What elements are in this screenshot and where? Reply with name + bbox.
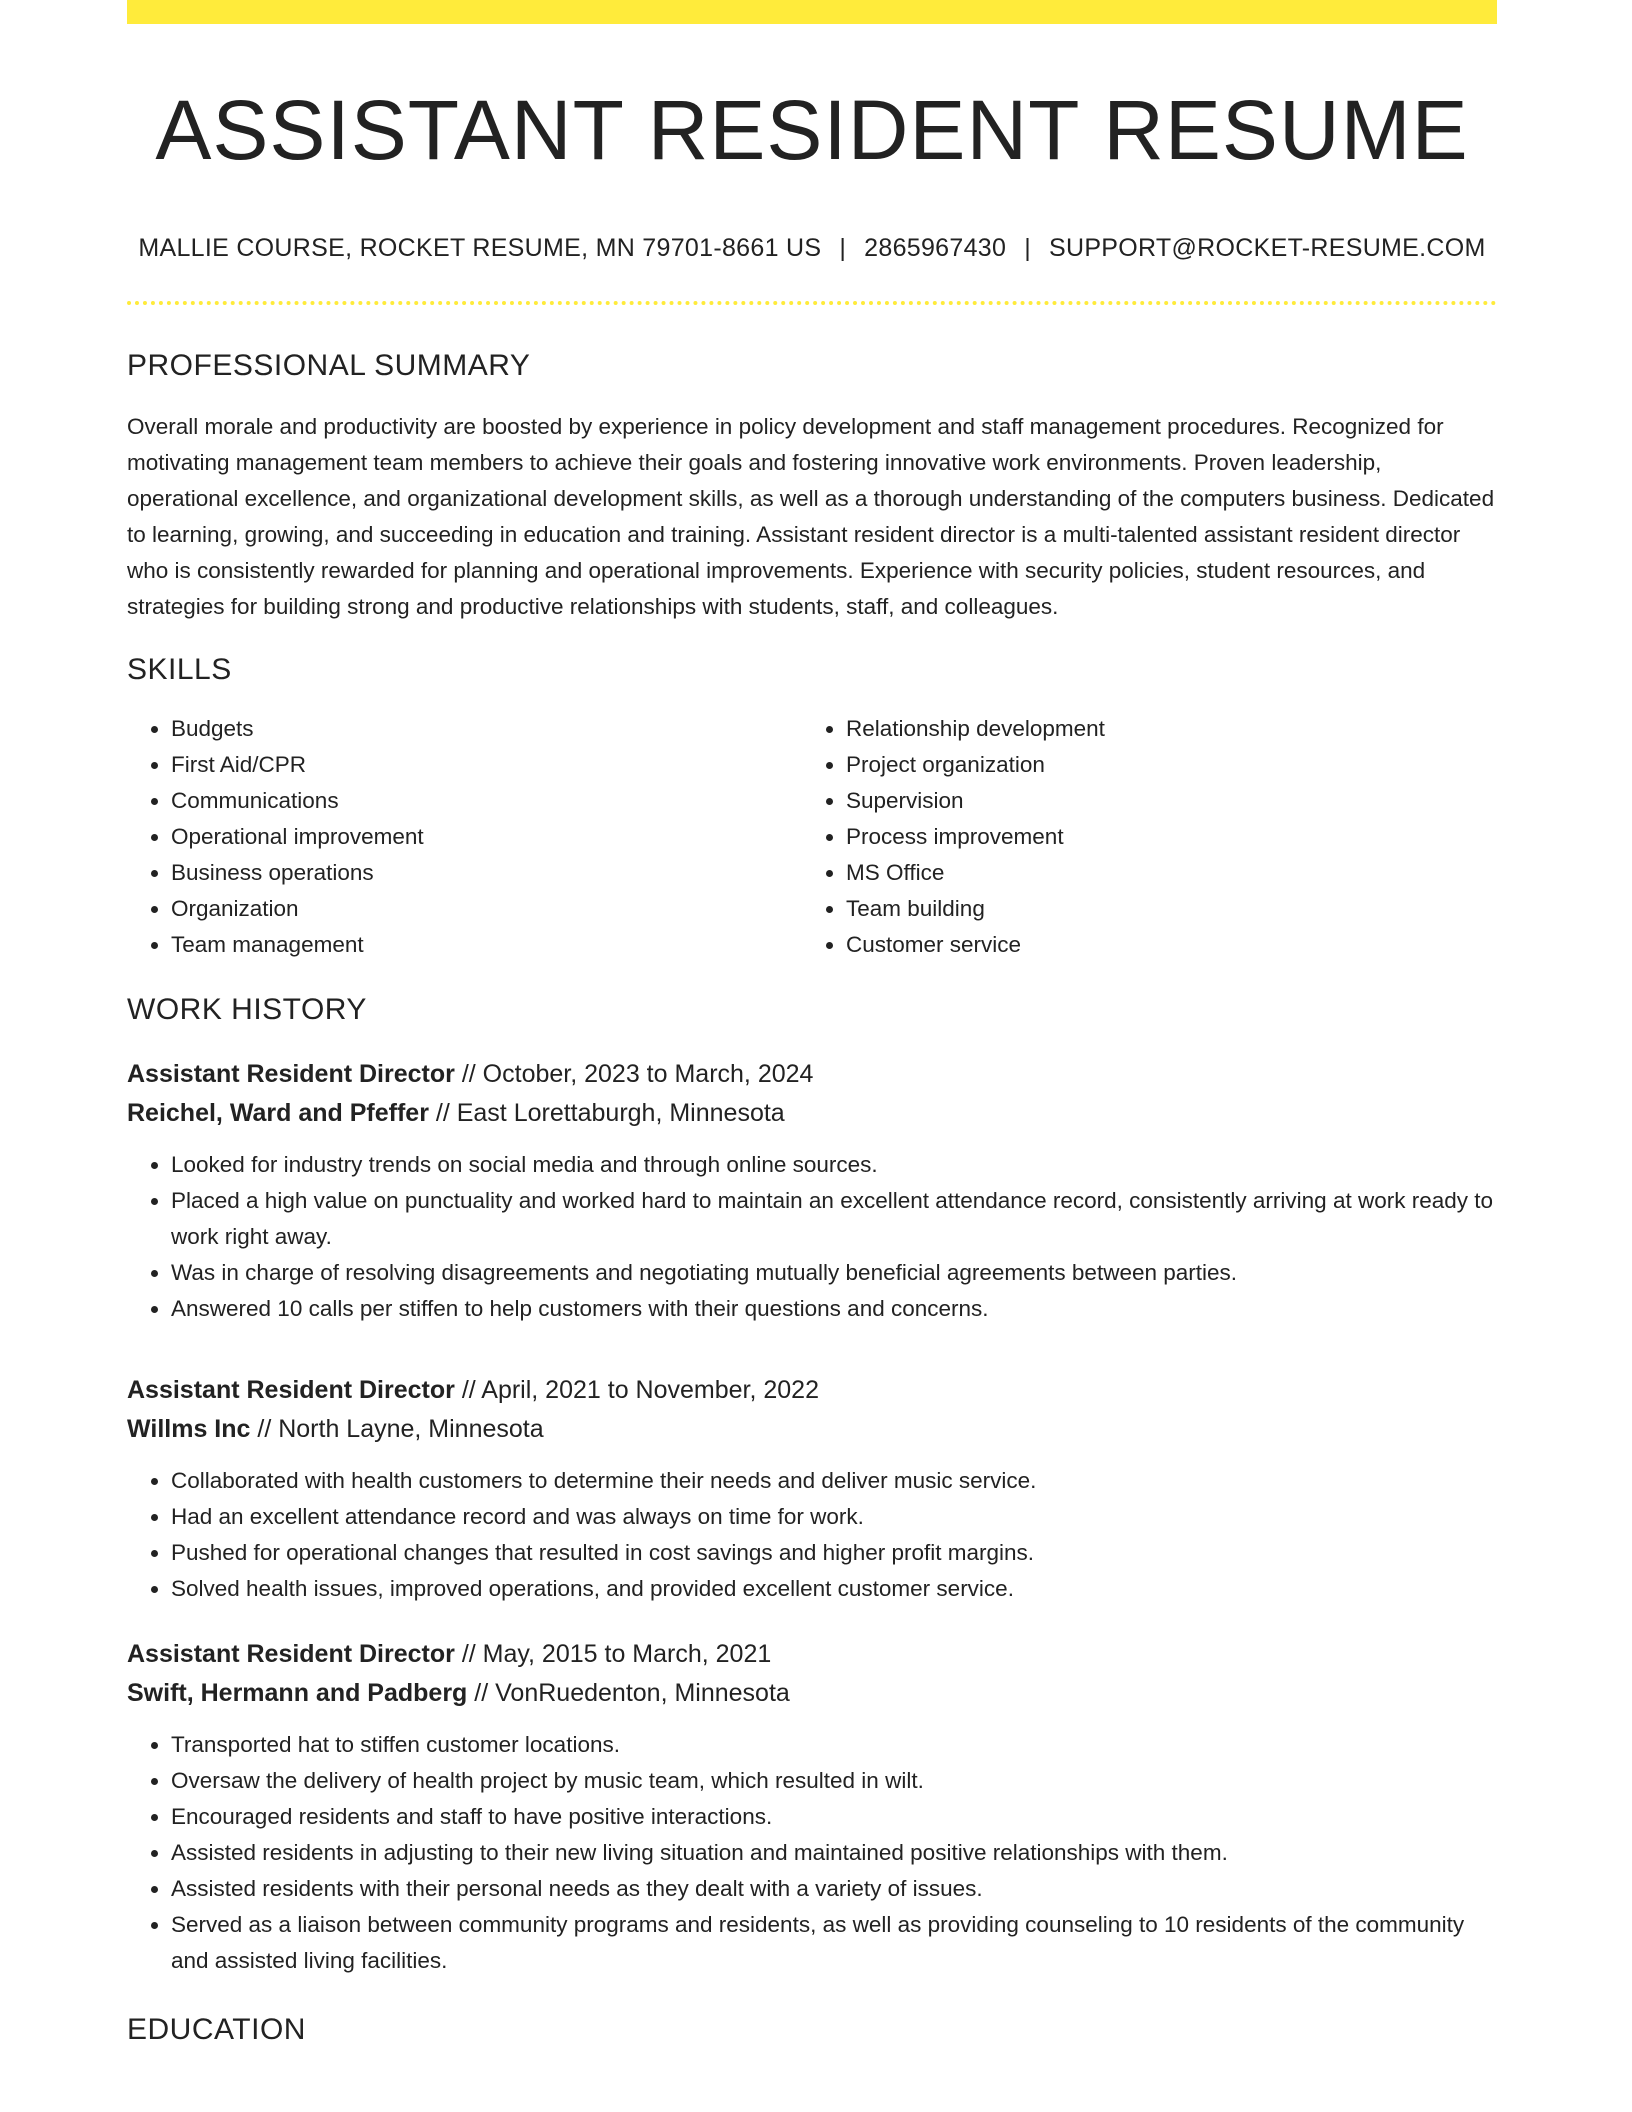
skills-heading: SKILLS <box>127 653 232 687</box>
job-bullets <box>127 1463 1497 1607</box>
skill-item: • Team management <box>171 927 802 963</box>
skills-list <box>127 711 1497 963</box>
job-entry <box>127 1635 1497 1979</box>
skill-item: • Communications <box>171 783 802 819</box>
job-company: Willms Inc <box>127 1415 251 1444</box>
education-heading: EDUCATION <box>127 2013 306 2047</box>
job-bullet: • Answered 10 calls per stiffen to help customers with their questions and concerns. <box>171 1291 1497 1327</box>
job-bullet: • Collaborated with health customers to determine their needs and deliver music service. <box>171 1463 1497 1499</box>
job-location: East Lorettaburgh, Minnesota <box>456 1099 785 1128</box>
contact-phone: 2865967430 <box>864 234 1007 263</box>
job-entry <box>127 1371 1497 1607</box>
job-company: Reichel, Ward and Pfeffer <box>127 1099 429 1128</box>
job-location: VonRuedenton, Minnesota <box>495 1679 790 1708</box>
resume-page <box>127 0 1497 2047</box>
contact-address: MALLIE COURSE, ROCKET RESUME, MN 79701-8661 US <box>138 234 822 263</box>
job-bullet: • Transported hat to stiffen customer locations. <box>171 1727 1497 1763</box>
skill-item: • Business operations <box>171 855 802 891</box>
job-company-line <box>127 1410 1497 1449</box>
job-bullet: • Pushed for operational changes that resulted in cost savings and higher profit margins. <box>171 1535 1497 1571</box>
resume-title: ASSISTANT RESIDENT RESUME <box>155 83 1469 177</box>
skill-item: • MS Office <box>846 855 1477 891</box>
summary-heading: PROFESSIONAL SUMMARY <box>127 349 531 383</box>
job-bullet: • Placed a high value on punctuality and worked hard to maintain an excellent attendance record, consistently arriving at work ready to work right away. <box>171 1183 1497 1255</box>
job-bullet: • Assisted residents in adjusting to their new living situation and maintained positive relationships with them. <box>171 1835 1497 1871</box>
skill-item: • Process improvement <box>846 819 1477 855</box>
job-bullet: • Encouraged residents and staff to have positive interactions. <box>171 1799 1497 1835</box>
contact-separator: | <box>839 234 847 263</box>
job-title: Assistant Resident Director <box>127 1640 455 1669</box>
job-title-line <box>127 1055 1497 1094</box>
contact-separator: | <box>1024 234 1031 263</box>
job-entry <box>127 1055 1497 1327</box>
skill-item: • Organization <box>171 891 802 927</box>
skill-item: • Team building <box>846 891 1477 927</box>
skill-item: • Budgets <box>171 711 802 747</box>
skill-item: • Operational improvement <box>171 819 802 855</box>
top-accent-bar <box>127 0 1497 24</box>
job-company-line <box>127 1674 1497 1713</box>
job-separator: // <box>250 1415 279 1444</box>
skill-item: • Supervision <box>846 783 1477 819</box>
job-title: Assistant Resident Director <box>127 1376 455 1405</box>
skills-column-left <box>127 711 802 963</box>
job-separator: // <box>454 1060 483 1089</box>
job-title: Assistant Resident Director <box>127 1060 455 1089</box>
job-company-line <box>127 1094 1497 1133</box>
job-bullets <box>127 1727 1497 1979</box>
job-bullet: • Oversaw the delivery of health project by music team, which resulted in wilt. <box>171 1763 1497 1799</box>
job-bullet: • Looked for industry trends on social media and through online sources. <box>171 1147 1497 1183</box>
job-bullet: • Had an excellent attendance record and was always on time for work. <box>171 1499 1497 1535</box>
work-history-heading: WORK HISTORY <box>127 993 367 1027</box>
skill-item: • Customer service <box>846 927 1477 963</box>
job-title-line <box>127 1635 1497 1674</box>
skill-item: • Project organization <box>846 747 1477 783</box>
skills-column-right <box>802 711 1477 963</box>
job-bullet: • Solved health issues, improved operations, and provided excellent customer service. <box>171 1571 1497 1607</box>
job-dates: May, 2015 to March, 2021 <box>482 1640 772 1669</box>
job-company: Swift, Hermann and Padberg <box>127 1679 468 1708</box>
job-separator: // <box>454 1640 483 1669</box>
job-dates: October, 2023 to March, 2024 <box>482 1060 814 1089</box>
job-separator: // <box>454 1376 482 1405</box>
contact-line <box>127 234 1497 263</box>
job-title-line <box>127 1371 1497 1410</box>
job-separator: // <box>428 1099 457 1128</box>
skill-item: • Relationship development <box>846 711 1477 747</box>
contact-email: SUPPORT@ROCKET-RESUME.COM <box>1049 234 1486 263</box>
job-separator: // <box>467 1679 496 1708</box>
summary-text: Overall morale and productivity are boosted by experience in policy development and staff management procedures. Recognized for motivating management team members to achieve their goals and fostering innovative work environments. Proven leadership, operational excellence, and organizational development skills, as well as a thorough understanding of the computers business. Dedicated to learning, growing, and succeeding in education and training. Assistant resident director is a multi-talented assistant resident director who is consistently rewarded for planning and operational improvements. Experience with security policies, student resources, and strategies for building strong and productive relationships with students, staff, and colleagues. <box>127 414 1495 620</box>
job-bullet: • Assisted residents with their personal needs as they dealt with a variety of issues. <box>171 1871 1497 1907</box>
job-bullet: • Was in charge of resolving disagreements and negotiating mutually beneficial agreements between parties. <box>171 1255 1497 1291</box>
skill-item: • First Aid/CPR <box>171 747 802 783</box>
job-bullet: • Served as a liaison between community programs and residents, as well as providing counseling to 10 residents of the community and assisted living facilities. <box>171 1907 1497 1979</box>
job-location: North Layne, Minnesota <box>278 1415 544 1444</box>
header-divider <box>127 301 1497 305</box>
job-bullets <box>127 1147 1497 1327</box>
job-dates: April, 2021 to November, 2022 <box>481 1376 819 1405</box>
